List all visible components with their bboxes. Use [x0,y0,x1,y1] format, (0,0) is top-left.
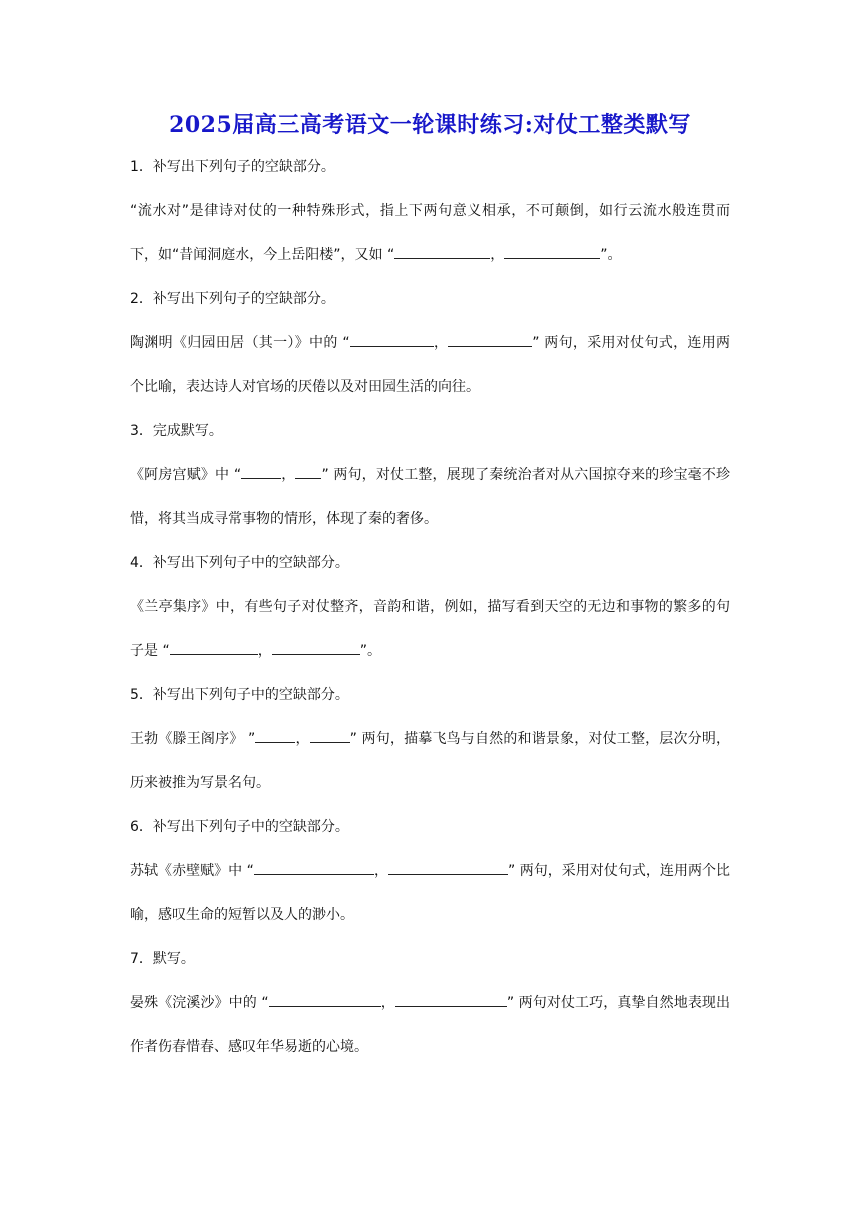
question-5-text-mid: ， [295,731,310,747]
question-5-blank-1[interactable] [255,728,295,743]
question-7-heading: 7．默写。 [130,951,195,967]
question-3-text-mid: ， [281,467,296,483]
question-2-text-post: ” 两句，采用对仗句式，连用两个比喻，表达诗人对官场的厌倦以及对田园生活的向往。 [130,335,731,395]
question-4-blank-1[interactable] [170,640,258,655]
document-title: 2025届高三高考语文一轮课时练习:对仗工整类默写 [169,112,691,138]
question-3-text-post: ” 两句，对仗工整，展现了秦统治者对从六国掠夺来的珍宝毫不珍惜，将其当成寻常事物的情形，体现了秦的奢侈。 [130,467,731,527]
question-6-text-mid: ， [373,863,388,879]
question-5-heading: 5．补写出下列句子中的空缺部分。 [130,687,349,703]
document-page [130,108,730,1081]
question-2-heading: 2．补写出下列句子的空缺部分。 [130,291,335,307]
question-7-text-pre: 晏殊《浣溪沙》中的 “ [130,995,269,1011]
question-7-body [130,981,730,1069]
question-7-blank-2[interactable] [395,992,507,1007]
question-3-text-pre: 《阿房宫赋》中 “ [130,467,242,483]
question-7-blank-1[interactable] [269,992,381,1007]
question-6-text-post: ” 两句，采用对仗句式，连用两个比喻，感叹生命的短暂以及人的渺小。 [130,863,731,923]
question-6-body [130,849,730,937]
question-3-blank-2[interactable] [295,464,321,479]
question-4-body [130,585,730,673]
question-1-text-mid: ， [490,247,505,263]
question-1-text-post: ”。 [600,247,622,263]
question-4-blank-2[interactable] [272,640,360,655]
question-5-body [130,717,730,805]
question-7-text-mid: ， [380,995,395,1011]
question-4-heading: 4．补写出下列句子中的空缺部分。 [130,555,349,571]
question-7-text-post: ” 两句对仗工巧，真挚自然地表现出作者伤春惜春、感叹年华易逝的心境。 [130,995,731,1055]
question-1-blank-2[interactable] [504,244,600,259]
question-2-text-pre: 陶渊明《归园田居（其一）》中的 “ [130,335,350,351]
question-1-body [130,189,730,277]
question-6-blank-2[interactable] [388,860,508,875]
question-2-blank-2[interactable] [448,332,532,347]
question-6-heading: 6．补写出下列句子中的空缺部分。 [130,819,349,835]
question-2-blank-1[interactable] [350,332,434,347]
question-6-blank-1[interactable] [254,860,374,875]
question-1-text-pre: “流水对”是律诗对仗的一种特殊形式，指上下两句意义相承，不可颠倒，如行云流水般连贯而下，如“昔闻洞庭水，今上岳阳楼”，又如 “ [130,203,730,263]
question-3-heading: 3．完成默写。 [130,423,223,439]
question-1-heading: 1．补写出下列句子的空缺部分。 [130,159,335,175]
question-4-text-post: ”。 [359,643,381,659]
question-2-text-mid: ， [433,335,449,351]
question-5-text-pre: 王勃《滕王阁序》 ” [130,731,256,747]
question-5-blank-2[interactable] [310,728,350,743]
question-2-body [130,321,730,409]
question-4-text-pre: 《兰亭集序》中，有些句子对仗整齐，音韵和谐，例如，描写看到天空的无边和事物的繁多的句子是 “ [130,599,730,659]
question-3-body [130,453,730,541]
question-4-text-mid: ， [257,643,272,659]
question-5-text-post: ” 两句，描摹飞鸟与自然的和谐景象，对仗工整，层次分明，历来被推为写景名句。 [130,731,731,791]
question-6-text-pre: 苏轼《赤壁赋》中 “ [130,863,254,879]
question-3-blank-1[interactable] [241,464,281,479]
question-1-blank-1[interactable] [394,244,490,259]
